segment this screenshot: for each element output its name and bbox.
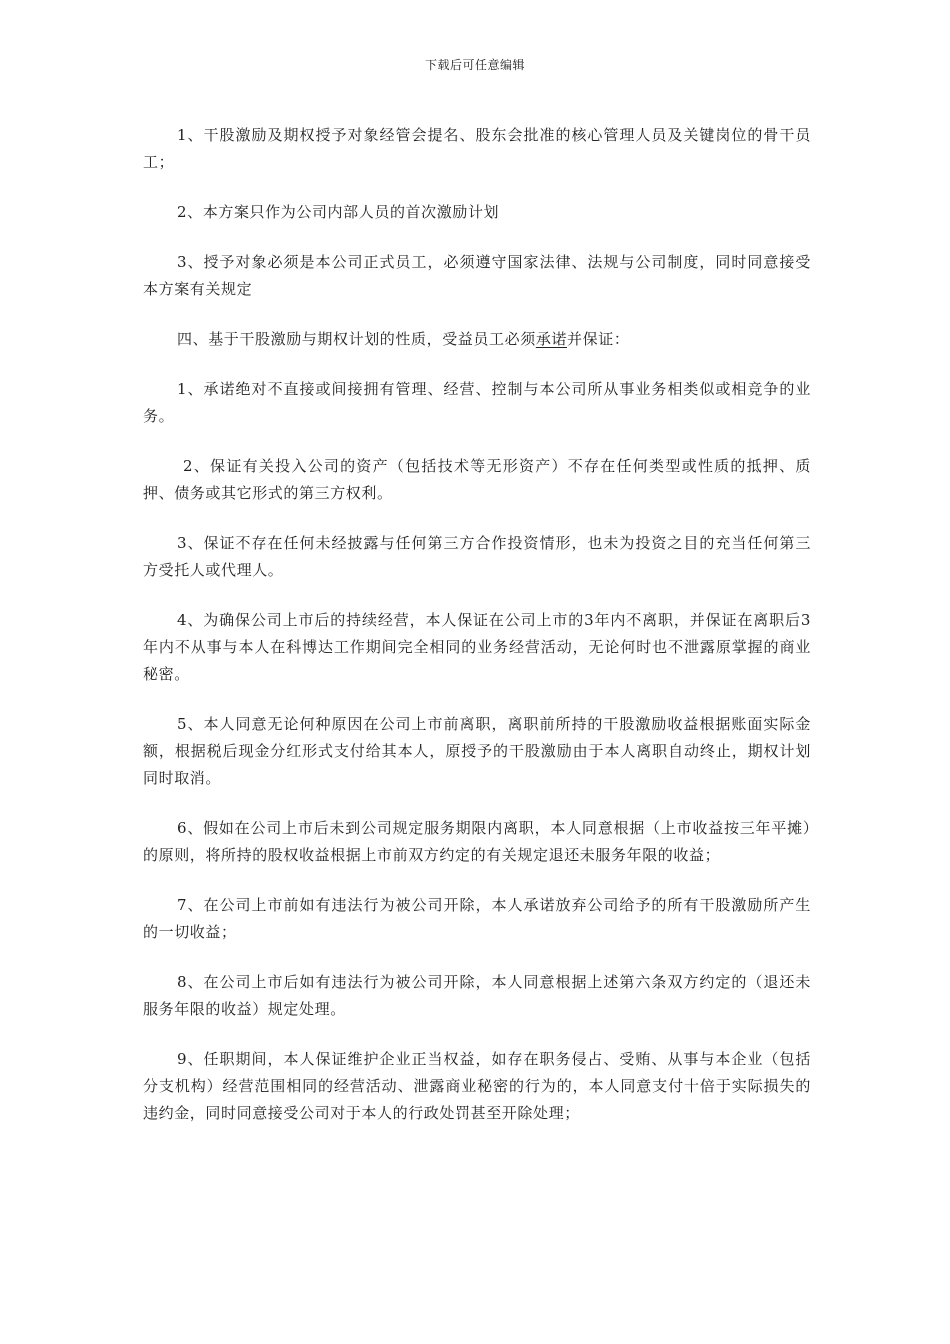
commitment-item-3: 3、保证不存在任何未经披露与任何第三方合作投资情形，也未为投资之目的充当任何第三方受托人或代理人。 (143, 534, 811, 579)
commitment-item-2: 2、保证有关投入公司的资产（包括技术等无形资产）不存在任何类型或性质的抵押、质押、债务或其它形式的第三方权利。 (143, 457, 811, 502)
commitment-item-4: 4、为确保公司上市后的持续经营，本人保证在公司上市的3年内不离职，并保证在离职后3年内不从事与本人在科博达工作期间完全相同的业务经营活动，无论何时也不泄露原掌握的商业秘密。 (143, 611, 811, 683)
section-heading-4 (143, 326, 811, 353)
paragraph-3: 3、授予对象必须是本公司正式员工，必须遵守国家法律、法规与公司制度，同时同意接受本方案有关规定 (143, 253, 811, 298)
commitment-item-5: 5、本人同意无论何种原因在公司上市前离职，离职前所持的干股激励收益根据账面实际金额，根据税后现金分红形式支付给其本人，原授予的干股激励由于本人离职自动终止，期权计划同时取消。 (143, 715, 811, 787)
commitment-item-7: 7、在公司上市前如有违法行为被公司开除，本人承诺放弃公司给予的所有干股激励所产生的一切收益； (143, 896, 811, 941)
page-header: 下载后可任意编辑 (424, 58, 525, 72)
section-heading-text-before: 四、基于干股激励与期权计划的性质，受益员工必须 (177, 330, 536, 348)
commitment-item-9: 9、任职期间，本人保证维护企业正当权益，如存在职务侵占、受贿、从事与本企业（包括分支机构）经营范围相同的经营活动、泄露商业秘密的行为的，本人同意支付十倍于实际损失的违约金，同时同意接受公司对于本人的行政处罚甚至开除处理； (143, 1050, 811, 1122)
section-heading-text-after: 并保证： (567, 330, 630, 348)
document-body (143, 122, 811, 1150)
paragraph-2: 2、本方案只作为公司内部人员的首次激励计划 (177, 203, 500, 221)
commitment-item-1: 1、承诺绝对不直接或间接拥有管理、经营、控制与本公司所从事业务相类似或相竞争的业务。 (143, 380, 811, 425)
commitment-item-6: 6、假如在公司上市后未到公司规定服务期限内离职，本人同意根据（上市收益按三年平摊）的原则，将所持的股权收益根据上市前双方约定的有关规定退还未服务年限的收益； (143, 819, 811, 864)
paragraph-1: 1、干股激励及期权授予对象经管会提名、股东会批准的核心管理人员及关键岗位的骨干员工； (143, 126, 811, 171)
commitment-item-8: 8、在公司上市后如有违法行为被公司开除，本人同意根据上述第六条双方约定的（退还未服务年限的收益）规定处理。 (143, 973, 811, 1018)
underlined-term: 承诺 (535, 330, 568, 348)
